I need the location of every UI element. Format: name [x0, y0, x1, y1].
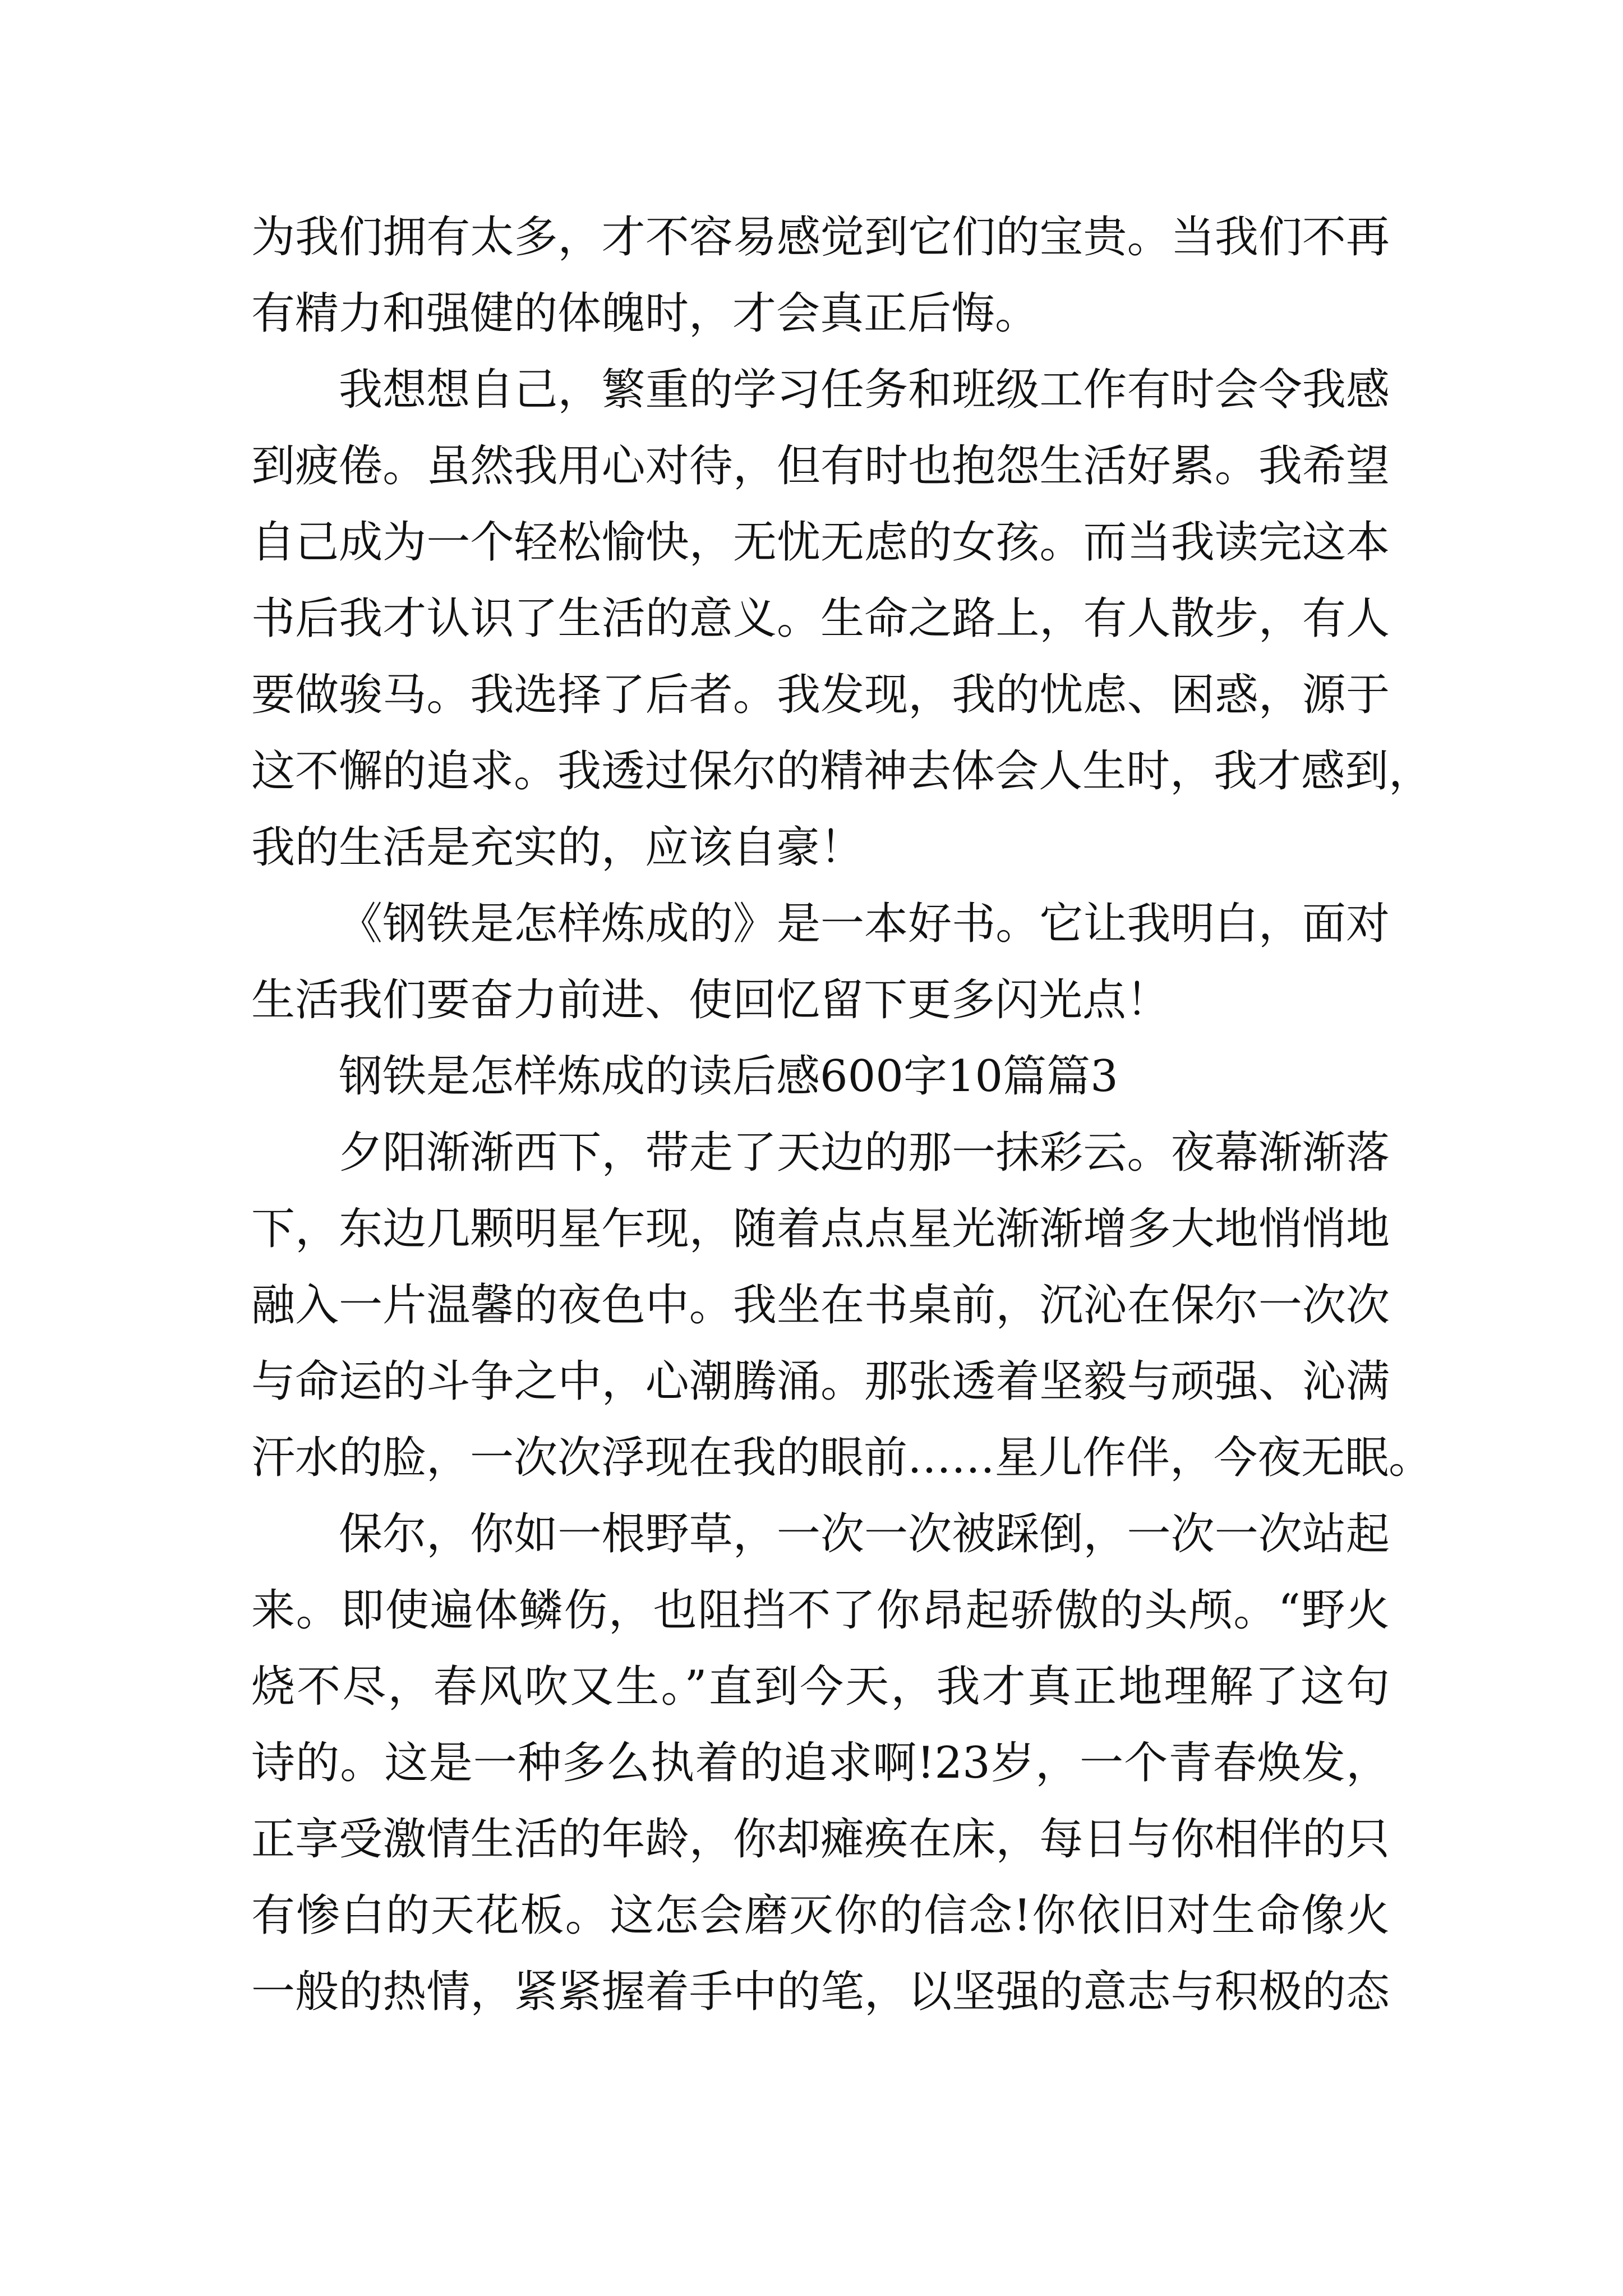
text-line: 与命运的斗争之中，心潮腾涌。那张透着坚毅与顽强、沁满: [251, 1356, 1390, 1407]
text-line: 有精力和强健的体魄时，才会真正后悔。: [251, 288, 1039, 339]
text-line: 诗的。这是一种多么执着的追求啊!23岁，一个青春焕发，: [251, 1738, 1390, 1788]
text-line: 来。即使遍体鳞伤，也阻挡不了你昂起骄傲的头颅。“野火: [251, 1585, 1390, 1636]
body-text: [251, 199, 1433, 2030]
text-line: 一般的热情，紧紧握着手中的笔，以坚强的意志与积极的态: [251, 1967, 1390, 2017]
text-line: 我的生活是充实的，应该自豪！: [251, 822, 864, 873]
text-line: 到疲倦。虽然我用心对待，但有时也抱怨生活好累。我希望: [251, 441, 1390, 491]
text-line: 有惨白的天花板。这怎会磨灭你的信念!你依旧对生命像火: [251, 1890, 1390, 1941]
text-line: 要做骏马。我选择了后者。我发现，我的忧虑、困惑，源于: [251, 670, 1390, 720]
paragraph-start-line: 夕阳渐渐西下，带走了天边的那一抹彩云。夜幕渐渐落: [339, 1128, 1390, 1178]
text-line: 正享受激情生活的年龄，你却瘫痪在床，每日与你相伴的只: [251, 1814, 1390, 1865]
text-line: 这不懈的追求。我透过保尔的精神去体会人生时，我才感到，: [251, 746, 1433, 797]
text-line: 书后我才认识了生活的意义。生命之路上，有人散步，有人: [251, 593, 1390, 644]
text-line: 自己成为一个轻松愉快，无忧无虑的女孩。而当我读完这本: [251, 517, 1390, 568]
paragraph-start-line: 我想想自己，繁重的学习任务和班级工作有时会令我感: [339, 365, 1390, 415]
paragraph-start-line: 保尔，你如一根野草，一次一次被踩倒，一次一次站起: [339, 1509, 1390, 1559]
text-line: 烧不尽，春风吹又生。”直到今天，我才真正地理解了这句: [251, 1662, 1390, 1712]
text-line: 融入一片温馨的夜色中。我坐在书桌前，沉沁在保尔一次次: [251, 1280, 1390, 1331]
text-line: 生活我们要奋力前进、使回忆留下更多闪光点！: [251, 975, 1170, 1025]
text-line: 下，东边几颗明星乍现，随着点点星光渐渐增多大地悄悄地: [251, 1204, 1390, 1254]
text-line: 汗水的脸，一次次浮现在我的眼前……星儿作伴，今夜无眠。: [251, 1433, 1433, 1483]
paragraph-start-line: 《钢铁是怎样炼成的》是一本好书。它让我明白，面对: [339, 899, 1390, 949]
text-line: 为我们拥有太多，才不容易感觉到它们的宝贵。当我们不再: [251, 212, 1390, 263]
section-heading: 钢铁是怎样炼成的读后感600字10篇篇3: [339, 1051, 1118, 1102]
